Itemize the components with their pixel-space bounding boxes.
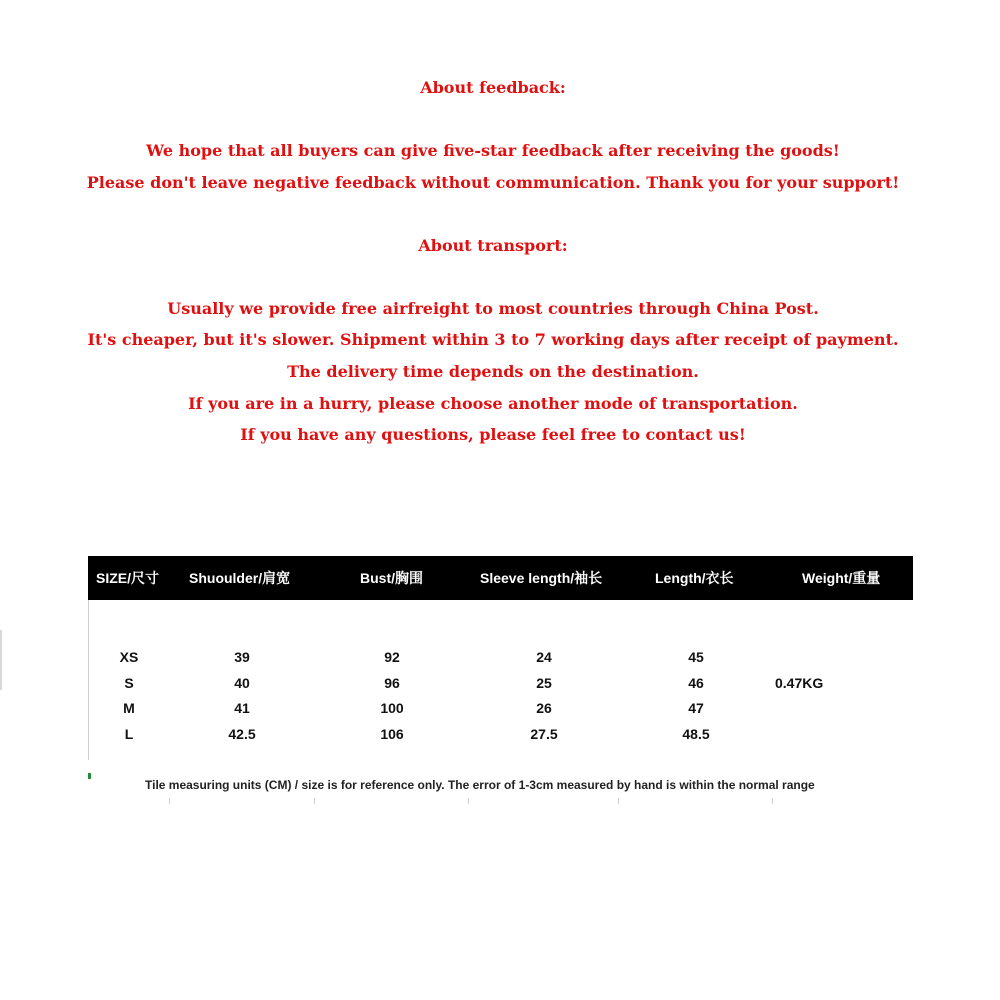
measurement-footnote: Tile measuring units (CM) / size is for reference only. The error of 1-3cm measured by hand is within the normal range <box>145 778 815 792</box>
header-shoulder: Shuoulder/肩宽 <box>189 570 291 586</box>
cell-shoulder: 39 <box>234 649 250 665</box>
cell-length: 47 <box>688 700 704 716</box>
header-size: SIZE/尺寸 <box>96 570 160 586</box>
cell-sleeve: 26 <box>536 700 552 716</box>
cell-size: L <box>124 726 134 742</box>
cell-size: XS <box>119 649 139 665</box>
transport-heading: About transport: <box>418 236 568 255</box>
feedback-heading: About feedback: <box>420 78 566 97</box>
column-tick <box>772 798 773 804</box>
cell-bust: 100 <box>380 700 404 716</box>
feedback-line-1: We hope that all buyers can give five-star feedback after receiving the goods! <box>146 141 840 160</box>
cell-shoulder: 42.5 <box>228 726 256 742</box>
transport-line-2: It's cheaper, but it's slower. Shipment within 3 to 7 working days after receipt of payment. <box>87 330 899 349</box>
column-tick <box>618 798 619 804</box>
transport-line-3: The delivery time depends on the destination. <box>287 362 699 381</box>
cell-sleeve: 27.5 <box>530 726 558 742</box>
table-body <box>88 600 913 792</box>
cell-shoulder: 40 <box>234 675 250 691</box>
transport-line-4: If you are in a hurry, please choose another mode of transportation. <box>188 394 798 413</box>
cell-size: M <box>123 700 135 716</box>
header-length: Length/衣长 <box>655 570 734 586</box>
table-left-rule <box>88 600 89 760</box>
header-bust: Bust/胸围 <box>360 570 423 586</box>
size-chart-table <box>88 556 913 792</box>
cell-bust: 92 <box>384 649 400 665</box>
edge-divider <box>0 630 2 690</box>
cell-length: 45 <box>688 649 704 665</box>
cell-size: S <box>124 675 134 691</box>
header-sleeve: Sleeve length/袖长 <box>480 570 603 586</box>
transport-line-5: If you have any questions, please feel free to contact us! <box>240 425 746 444</box>
cell-bust: 106 <box>380 726 404 742</box>
feedback-line-2: Please don't leave negative feedback without communication. Thank you for your support! <box>86 173 900 192</box>
cell-sleeve: 25 <box>536 675 552 691</box>
corner-mark <box>88 773 91 779</box>
header-weight: Weight/重量 <box>802 570 881 586</box>
column-tick <box>314 798 315 804</box>
cell-length: 48.5 <box>682 726 710 742</box>
table-header <box>88 556 913 600</box>
transport-line-1: Usually we provide free airfreight to most countries through China Post. <box>167 299 819 318</box>
cell-bust: 96 <box>384 675 400 691</box>
cell-sleeve: 24 <box>536 649 552 665</box>
cell-weight: 0.47KG <box>775 675 824 691</box>
column-tick <box>468 798 469 804</box>
cell-shoulder: 41 <box>234 700 250 716</box>
column-tick <box>169 798 170 804</box>
cell-length: 46 <box>688 675 704 691</box>
